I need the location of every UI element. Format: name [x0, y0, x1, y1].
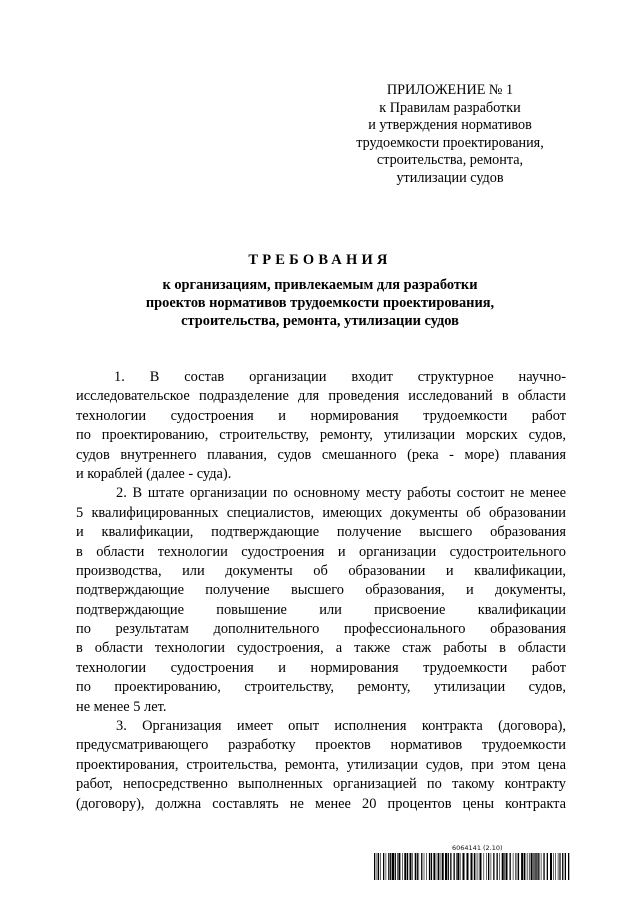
barcode-bar — [555, 853, 556, 880]
barcode-bar — [378, 853, 379, 880]
text-line: предусматривающего разработку проектов нормативов трудоемкости — [76, 737, 566, 754]
barcode-bar — [491, 853, 492, 880]
text-line: подтверждающие повышение или присвоение квалификации — [76, 601, 566, 618]
barcode-bar — [402, 853, 403, 880]
barcode-bar — [538, 853, 539, 880]
barcode-bar — [440, 853, 441, 880]
text-line: исследовательское подразделение для проведения исследований в области — [76, 388, 566, 405]
barcode-bar — [467, 853, 469, 880]
barcode-bar — [541, 853, 542, 880]
barcode-bar — [565, 853, 566, 880]
barcode-label: 6064141 (2.10) — [452, 844, 503, 852]
barcode-bar — [404, 853, 406, 880]
barcode-bar — [421, 853, 422, 880]
barcode-bar — [438, 853, 439, 880]
text-line: (договору), должна составлять не менее 20 процентов цены контракта — [76, 795, 566, 812]
barcode-bar — [534, 853, 535, 880]
appendix-line: и утверждения нормативов — [368, 117, 532, 134]
text-line: в области технологии судостроения, а также стаж работы в области — [76, 640, 566, 657]
text-line: 5 квалифицированных специалистов, имеющих документы об образовании — [76, 504, 566, 521]
barcode-bar — [429, 853, 430, 880]
barcode-bar — [419, 853, 420, 880]
text-line: по проектированию, строительству, ремонту, утилизации морских судов, — [76, 427, 566, 444]
barcode-bar — [424, 853, 425, 880]
barcode-bar — [448, 853, 449, 880]
barcode-bar — [442, 853, 444, 880]
text-line: 1. В состав организации входит структурное научно- — [114, 369, 566, 385]
appendix-line: утилизации судов — [396, 169, 504, 186]
document-title: ТРЕБОВАНИЯ — [248, 252, 392, 268]
barcode-bar — [526, 853, 527, 880]
barcode-bar — [380, 853, 381, 880]
text-line: технологии судостроения и нормирования трудоемкости работ — [76, 407, 566, 424]
text-line: производства, или документы об образовании и квалификации, — [76, 562, 566, 579]
barcode-bar — [476, 853, 477, 880]
appendix-line: ПРИЛОЖЕНИЕ № 1 — [386, 82, 514, 98]
barcode-bar — [390, 853, 391, 880]
barcode-bar — [562, 853, 563, 880]
barcode-bar — [460, 853, 461, 880]
barcode-bar — [397, 853, 398, 880]
barcode-bar — [536, 853, 537, 880]
text-line: 3. Организация имеет опыт исполнения контракта (договора), — [116, 718, 566, 735]
barcode-bar — [377, 853, 378, 880]
barcode-bar — [398, 853, 400, 880]
barcode-bar — [547, 853, 548, 880]
paragraph-1 — [76, 368, 566, 484]
barcode-bar — [521, 853, 523, 880]
barcode-bar — [463, 853, 465, 880]
text-line: и кораблей (далее - суда). — [76, 465, 232, 482]
barcode-image — [374, 853, 570, 880]
barcode-bar — [499, 853, 500, 880]
appendix-line: трудоемкости проектирования, — [356, 134, 544, 151]
document-subtitle — [60, 276, 580, 330]
paragraph-2 — [76, 484, 566, 717]
barcode-bar — [417, 853, 418, 880]
barcode-bar — [383, 853, 384, 880]
barcode-bar — [558, 853, 559, 880]
paragraph-3 — [76, 717, 566, 814]
barcode-bar — [433, 853, 435, 880]
barcode-bar — [392, 853, 394, 880]
barcode-bar — [374, 853, 375, 880]
barcode-bar — [493, 853, 494, 880]
barcode-bar — [528, 853, 529, 880]
barcode-bar — [450, 853, 451, 880]
barcode-bar — [515, 853, 516, 880]
text-line: в области технологии судостроения и организации судостроительного — [76, 543, 566, 560]
barcode-bar — [488, 853, 489, 880]
text-line: не менее 5 лет. — [76, 698, 167, 715]
appendix-line: к Правилам разработки — [379, 99, 521, 116]
barcode-bar — [518, 853, 519, 880]
barcode-bar — [486, 853, 487, 880]
barcode-bar — [386, 853, 387, 880]
barcode-bar — [474, 853, 475, 880]
barcode-bar — [497, 853, 498, 880]
barcode-bar — [410, 853, 412, 880]
barcode-bar — [478, 853, 479, 880]
barcode-bar — [502, 853, 504, 880]
subtitle-line: к организациям, привлекаемым для разработки — [162, 277, 478, 293]
barcode-bar — [504, 853, 505, 880]
barcode-bar — [560, 853, 561, 880]
barcode-bar — [543, 853, 544, 880]
barcode-bar — [550, 853, 552, 880]
barcode-bar — [531, 853, 533, 880]
barcode-bar — [456, 853, 457, 880]
barcode-bar — [407, 853, 408, 880]
barcode-bar — [395, 853, 396, 880]
barcode-bar — [431, 853, 432, 880]
barcode-bar — [517, 853, 518, 880]
text-line: проектирования, строительства, ремонта, утилизации судов, при этом цена — [76, 756, 566, 773]
barcode-bar — [533, 853, 534, 880]
barcode-bar — [471, 853, 473, 880]
barcode-bar — [415, 853, 416, 880]
barcode-bar — [553, 853, 554, 880]
barcode-bar — [568, 853, 569, 880]
barcode-bar — [445, 853, 447, 880]
barcode-bar — [484, 853, 485, 880]
barcode-bar — [506, 853, 508, 880]
document-body — [76, 368, 566, 814]
barcode-bar — [457, 853, 459, 880]
barcode-bar — [454, 853, 455, 880]
barcode-bar — [388, 853, 389, 880]
barcode-bar — [412, 853, 413, 880]
barcode-bar — [480, 853, 482, 880]
subtitle-line: проектов нормативов трудоемкости проектирования, — [145, 295, 495, 311]
appendix-line: строительства, ремонта, — [376, 152, 524, 169]
barcode-bar — [437, 853, 438, 880]
text-line: судов внутреннего плавания, судов смешанного (река - море) плавания — [76, 446, 566, 463]
text-line: 2. В штате организации по основному месту работы состоит не менее — [116, 485, 566, 502]
barcode-bar — [426, 853, 427, 880]
text-line: и квалификации, подтверждающие получение высшего образования — [76, 524, 566, 541]
text-line: по результатам дополнительного профессионального образования — [76, 621, 566, 638]
text-line: подтверждающие получение высшего образования, и документы, — [76, 582, 566, 599]
appendix-header — [330, 82, 570, 188]
barcode-bar — [529, 853, 530, 880]
text-line: работ, непосредственно выполненных организацией по такому контракту — [76, 776, 566, 793]
barcode-bar — [510, 853, 511, 880]
barcode-bar — [524, 853, 525, 880]
barcode-bar — [513, 853, 514, 880]
subtitle-line: строительства, ремонта, утилизации судов — [181, 313, 459, 329]
text-line: по проектированию, строительству, ремонту, утилизации судов, — [76, 679, 566, 696]
text-line: технологии судостроения и нормирования трудоемкости работ — [76, 659, 566, 676]
barcode-bar — [559, 853, 560, 880]
